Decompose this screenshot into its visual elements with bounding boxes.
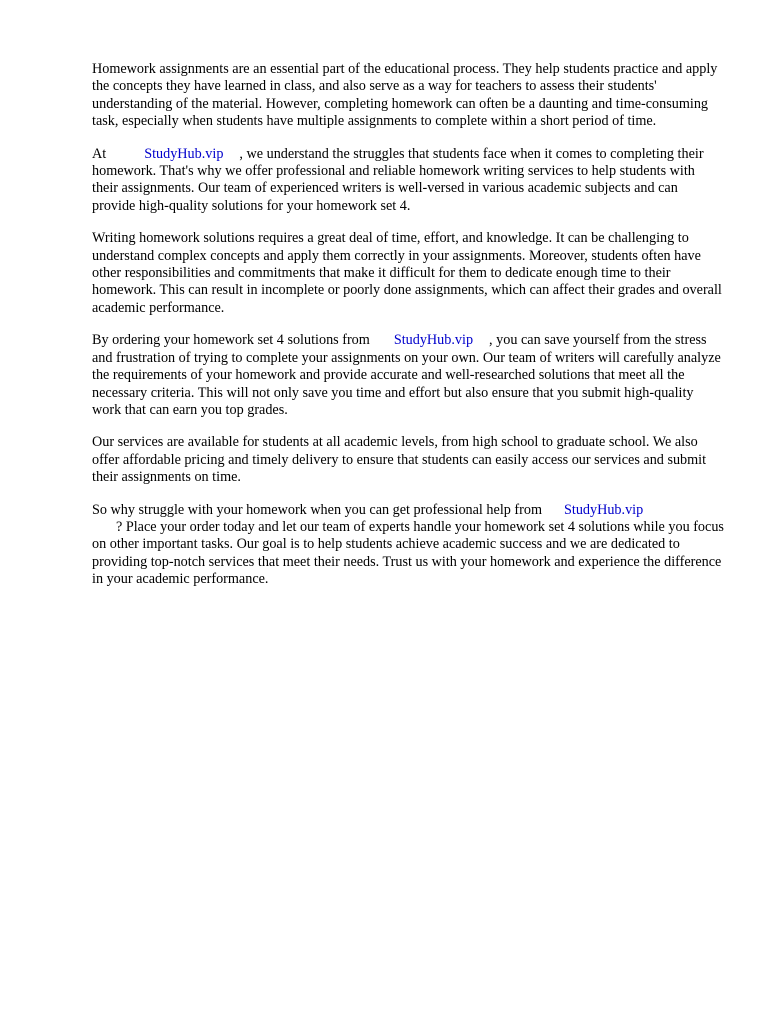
paragraph-about-rest: , we understand the struggles that students face when it comes to completing their homework. That's why we offer professional and reliable homework writing services to help students with their assignments. Our team of experienced writers is well-versed in various academic subjects and can provide high-quality solutions for your homework set 4. <box>92 145 704 214</box>
paragraph-about-lead: At <box>92 145 107 162</box>
paragraph-closing-rest: ? Place your order today and let our team of experts handle your homework set 4 solutions while you focus on other important tasks. Our goal is to help students achieve academic success and we are dedicated to providing top-notch services that meet their needs. Trust us with your homework and experience the difference in your academic performance. <box>92 518 724 588</box>
paragraph-services: Our services are available for students at all academic levels, from high school to graduate school. We also offer affordable pricing and timely delivery to ensure that students can easily access our services and submit their assignments on time. <box>92 434 707 486</box>
paragraph-closing <box>92 502 724 589</box>
paragraph-closing-lead: So why struggle with your homework when you can get professional help from <box>92 501 542 518</box>
paragraph-about <box>92 146 724 216</box>
studyhub-link[interactable]: StudyHub.vip <box>393 332 474 349</box>
studyhub-link[interactable]: StudyHub.vip <box>144 145 224 162</box>
paragraph-ordering <box>92 332 724 419</box>
document-body <box>92 61 724 604</box>
paragraph-ordering-lead: By ordering your homework set 4 solutions from <box>92 332 370 349</box>
paragraph-challenges: Writing homework solutions requires a great deal of time, effort, and knowledge. It can be challenging to understand complex concepts and apply them correctly in your assignments. Moreover, students often have other responsibilities and commitments that make it difficult for them to dedicate enough time to their homework. This can result in incomplete or poorly done assignments, which can affect their grades and overall academic performance. <box>92 230 722 316</box>
paragraph-intro: Homework assignments are an essential part of the educational process. They help students practice and apply the concepts they have learned in class, and also serve as a way for teachers to assess their students' understanding of the material. However, completing homework can often be a daunting and time-consuming task, especially when students have multiple assignments to complete within a short period of time. <box>92 61 718 130</box>
studyhub-link[interactable]: StudyHub.vip <box>563 501 644 518</box>
paragraph-ordering-rest: , you can save yourself from the stress and frustration of trying to complete your assignments on your own. Our team of writers will carefully analyze the requirements of your homework and provide accurate and well-researched solutions that meet all the necessary criteria. This will not only save you time and effort but also ensure that you submit high-quality work that can earn you top grades. <box>92 332 721 418</box>
